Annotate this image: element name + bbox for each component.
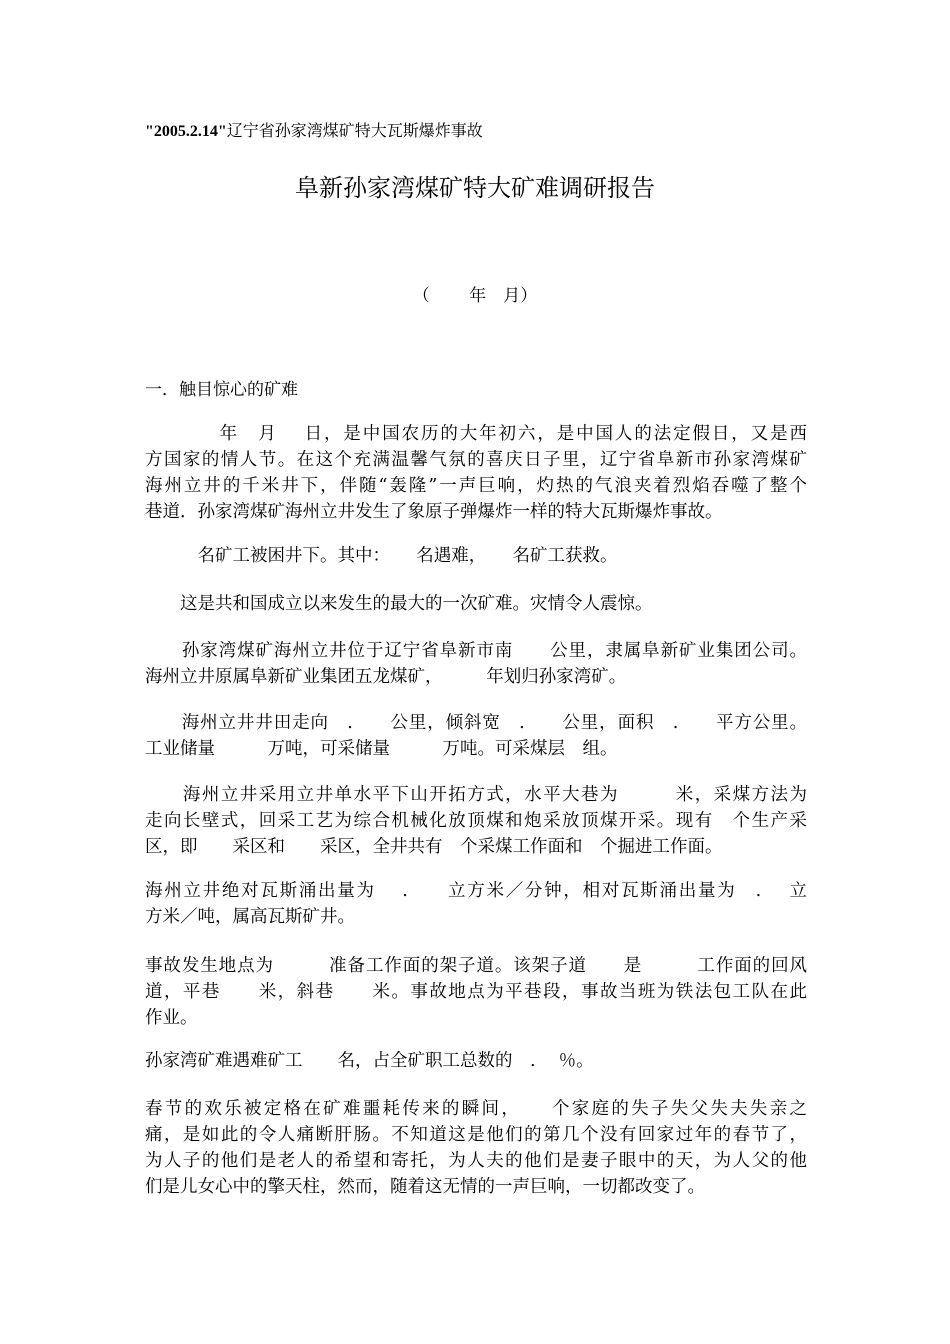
paragraph-line: 工业储量 万吨，可采储量 万吨。可采煤层 组。 [145, 739, 618, 759]
paragraph-line: 孙家湾煤矿海州立井位于辽宁省阜新市南 公里，隶属阜新矿业集团公司。 [145, 641, 807, 661]
paragraph-line: 海州立井原属阜新矿业集团五龙煤矿， 年划归孙家湾矿。 [145, 667, 627, 687]
paragraph-line: 海州立井井田走向 . 公里，倾斜宽 . 公里，面积 . 平方公里。 [145, 713, 807, 733]
paragraph-line: 海州立井绝对瓦斯涌出量为 . 立方米／分钟，相对瓦斯涌出量为 . 立 [145, 881, 807, 901]
paragraph-line: 们是儿女心中的擎天柱，然而，随着这无情的一声巨响，一切都改变了。 [145, 1177, 705, 1197]
paragraph-line: 这是共和国成立以来发生的最大的一次矿难。灾情令人震惊。 [145, 594, 653, 614]
paragraph-line: 道，平巷 米，斜巷 米。事故地点为平巷段，事故当班为铁法包工队在此 [145, 982, 807, 1002]
paragraph-4 [145, 638, 807, 690]
paragraph-line: 方国家的情人节。在这个充满温馨气氛的喜庆日子里，辽宁省阜新市孙家湾煤矿 [145, 450, 807, 470]
paragraph-line: 名矿工被困井下。其中： 名遇难， 名矿工获救。 [145, 546, 618, 566]
paragraph-line: 走向长壁式，回采工艺为综合机械化放顶煤和炮采放顶煤开采。现有 个生产采 [145, 811, 807, 831]
section-heading: 一．触目惊心的矿难 [145, 380, 298, 400]
paragraph-1 [145, 421, 807, 525]
paragraph-line: 孙家湾矿难遇难矿工 名，占全矿职工总数的 . ％。 [145, 1051, 594, 1071]
paragraph-line: 海州立井的千米井下，伴随“轰隆”一声巨响，灼热的气浪夹着烈焰吞噬了整个 [145, 476, 807, 496]
paragraph-line: 海州立井采用立井单水平下山开拓方式，水平大巷为 米，采煤方法为 [145, 785, 807, 805]
paragraph-10 [145, 1096, 807, 1200]
paragraph-3 [145, 591, 807, 617]
paragraph-9 [145, 1048, 807, 1074]
paragraph-7 [145, 878, 807, 930]
paragraph-2 [145, 543, 807, 569]
paragraph-5 [145, 710, 807, 762]
paragraph-line: 作业。 [145, 1008, 198, 1028]
document-kicker [145, 118, 483, 141]
paragraph-line: 事故发生地点为 准备工作面的架子道。该架子道 是 工作面的回风 [145, 956, 807, 976]
paragraph-line: 年 月 日，是中国农历的大年初六，是中国人的法定假日，又是西 [145, 424, 807, 444]
paragraph-line: 方米／吨，属高瓦斯矿井。 [145, 907, 355, 927]
paragraph-line: 区，即 采区和 采区，全井共有 个采煤工作面和 个掘进工作面。 [145, 837, 723, 857]
paragraph-line: 春节的欢乐被定格在矿难噩耗传来的瞬间， 个家庭的失子失父失夫失亲之 [145, 1099, 807, 1119]
paragraph-8 [145, 953, 807, 1031]
document-dateline: （ 年 月） [412, 286, 538, 306]
kicker-date: "2005.2.14" [145, 123, 227, 140]
paragraph-6 [145, 782, 807, 860]
paragraph-line: 为人子的他们是老人的希望和寄托，为人夫的他们是妻子眼中的天，为人父的他 [145, 1151, 807, 1171]
kicker-text: 辽宁省孙家湾煤矿特大瓦斯爆炸事故 [226, 121, 483, 140]
paragraph-line: 痛，是如此的令人痛断肝肠。不知道这是他们的第几个没有回家过年的春节了， [145, 1125, 807, 1145]
document-title: 阜新孙家湾煤矿特大矿难调研报告 [295, 174, 655, 202]
paragraph-line: 巷道．孙家湾煤矿海州立井发生了象原子弹爆炸一样的特大瓦斯爆炸事故。 [145, 502, 723, 522]
